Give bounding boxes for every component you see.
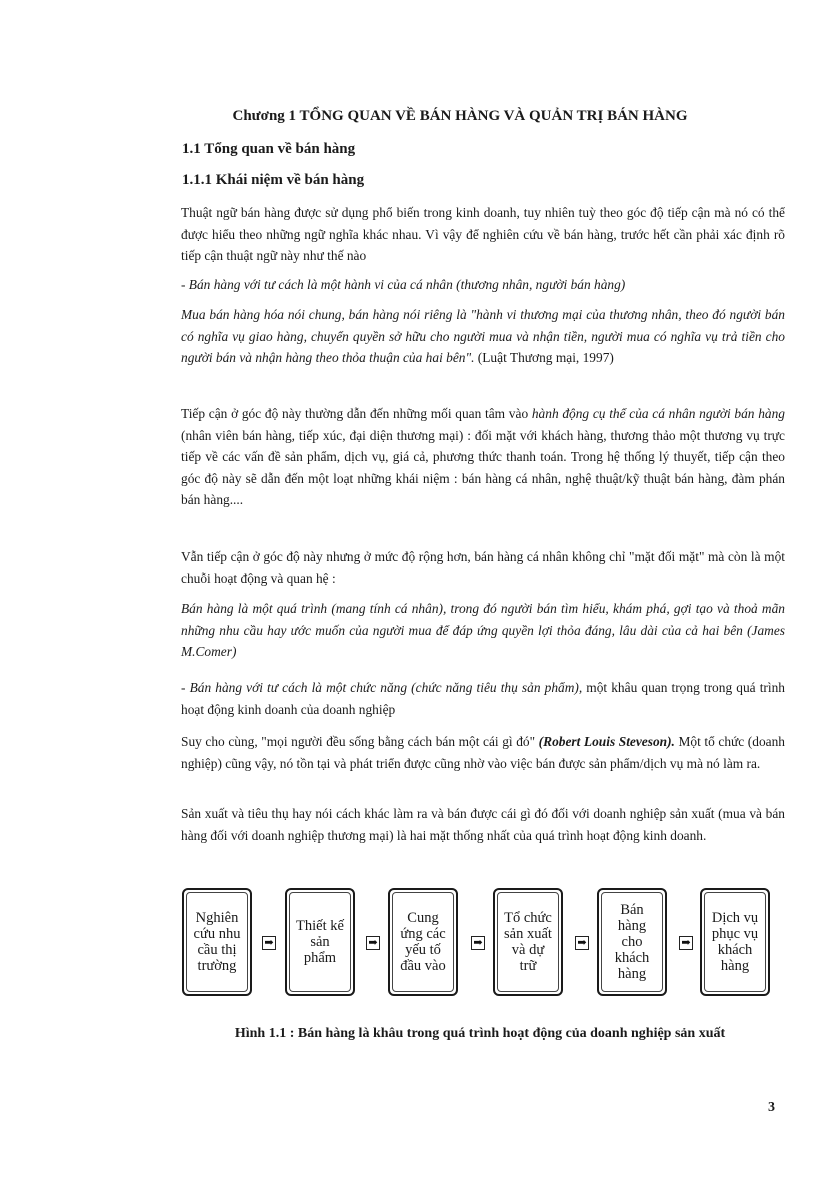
flow-step-sales — [597, 888, 667, 996]
paragraph-individual-heading: - Bán hàng với tư cách là một hành vi của cá nhân (thương nhân, người bán hàng) — [181, 277, 626, 292]
paragraph-comer-definition: Bán hàng là một quá trình (mang tính cá nhân), trong đó người bán tìm hiểu, khám phá, gợi tạo và thoả mãn những nhu cầu hay ước muốn của người mua để đáp ứng quyền lợi thỏa đáng, lâu dài của cả hai bên (James M.Comer) — [181, 601, 785, 659]
steveson-body: Một tổ chức (doanh nghiệp) cũng vậy, nó tồn tại và phát triển được cũng nhờ vào việc bán được sản phẩm/dịch vụ mà nó làm ra. — [181, 734, 785, 771]
paragraph-function — [181, 677, 785, 720]
approach-emphasis: hành động cụ thể của cá nhân người bán hàng — [531, 406, 785, 421]
flow-step-research — [182, 888, 252, 996]
paragraph-chain: Vẫn tiếp cận ở góc độ này nhưng ở mức độ rộng hơn, bán hàng cá nhân không chỉ "mặt đối mặt" mà còn là một chuỗi hoạt động và quan hệ : — [181, 549, 785, 586]
paragraph-intro: Thuật ngữ bán hàng được sử dụng phổ biến trong kinh doanh, tuy nhiên tuỳ theo góc độ tiếp cận mà nó có thể được hiểu theo những ngữ nghĩa khác nhau. Vì vậy để nghiên cứu về bán hàng, trước hết cần phải xác định rõ tiếp cận thuật ngữ này như thế nào — [181, 205, 785, 263]
approach-body: (nhân viên bán hàng, tiếp xúc, đại diện thương mại) : đối mặt với khách hàng, thương thảo một thương vụ trực tiếp về các vấn đề sản phẩm, dịch vụ, giá cả, phương thức thanh toán. Trong hệ thống lý thuyết, tiếp cận theo góc độ này sẽ dẫn đến một loạt những khái niệm : bán hàng cá nhân, nghệ thuật/kỹ thuật bán hàng, đàm phán bán hàng.... — [181, 427, 785, 507]
flow-step-label: Cung ứng các yếu tố đầu vào — [392, 892, 454, 992]
chapter-title: Chương 1 TỔNG QUAN VỀ BÁN HÀNG VÀ QUẢN TRỊ BÁN HÀNG — [232, 108, 688, 124]
law-source: (Luật Thương mại, 1997) — [474, 350, 614, 365]
law-quote: Mua bán hàng hóa nói chung, bán hàng nói riêng là "hành vi thương mại của thương nhân, theo đó người bán có nghĩa vụ giao hàng, chuyển quyền sở hữu cho người mua và nhận tiền, người mua có nghĩa vụ trả tiền cho người bán và nhận hàng theo thỏa thuận của hai bên". — [181, 307, 785, 365]
flow-step-label: Dịch vụ phục vụ khách hàng — [704, 892, 766, 992]
flow-step-label: Bán hàng cho khách hàng — [601, 892, 663, 992]
arrow-right-icon: ➡ — [471, 936, 485, 950]
flow-step-service — [700, 888, 770, 996]
flow-step-supply — [388, 888, 458, 996]
flow-step-label: Thiết kế sản phẩm — [289, 892, 351, 992]
figure-caption: Hình 1.1 : Bán hàng là khâu trong quá trình hoạt động của doanh nghiệp sản xuất — [234, 1026, 726, 1041]
function-body: một khâu quan trọng trong quá trình hoạt động kinh doanh của doanh nghiệp — [181, 680, 785, 717]
flow-step-design — [285, 888, 355, 996]
paragraph-approach — [181, 403, 785, 511]
flow-step-production — [493, 888, 563, 996]
approach-lead: Tiếp cận ở góc độ này thường dẫn đến những mối quan tâm vào — [181, 406, 532, 421]
arrow-right-icon: ➡ — [366, 936, 380, 950]
arrow-right-icon: ➡ — [262, 936, 276, 950]
arrow-right-icon: ➡ — [679, 936, 693, 950]
section-heading-1-1: 1.1 Tổng quan về bán hàng — [182, 141, 356, 157]
sales-process-diagram — [178, 888, 778, 1006]
steveson-quote: Suy cho cùng, "mọi người đều sống bằng cách bán một cái gì đó" — [181, 734, 539, 749]
arrow-right-icon: ➡ — [575, 936, 589, 950]
paragraph-production: Sản xuất và tiêu thụ hay nói cách khác làm ra và bán được cái gì đó đối với doanh nghiệp sản xuất (mua và bán hàng đối với doanh nghiệp thương mại) là hai mặt thống nhất của quá trình hoạt động kinh doanh. — [181, 806, 785, 843]
flow-step-label: Tổ chức sản xuất và dự trữ — [497, 892, 559, 992]
paragraph-steveson — [181, 731, 785, 774]
section-heading-1-1-1: 1.1.1 Khái niệm về bán hàng — [182, 172, 365, 188]
page-number: 3 — [768, 1100, 775, 1115]
steveson-author: (Robert Louis Steveson). — [538, 734, 675, 749]
paragraph-law-definition — [181, 304, 785, 369]
function-heading: - Bán hàng với tư cách là một chức năng (chức năng tiêu thụ sản phẩm), — [181, 680, 583, 695]
flow-step-label: Nghiên cứu nhu cầu thị trường — [186, 892, 248, 992]
